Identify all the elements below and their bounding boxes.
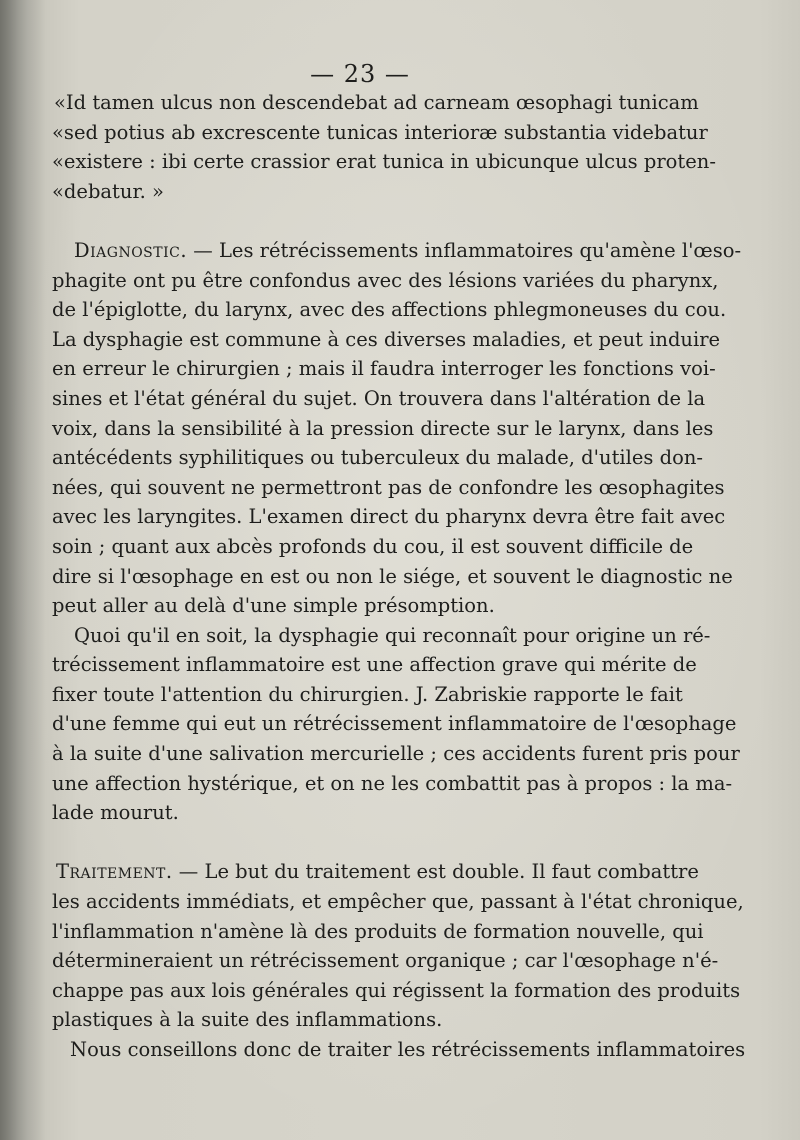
quote-line: «sed potius ab excrescente tunicas interioræ substantia videbatur xyxy=(52,120,708,144)
paragraph-line: soin ; quant aux abcès profonds du cou, il est souvent difficile de xyxy=(52,534,694,558)
quote-line: «debatur. » xyxy=(52,179,164,203)
paragraph-line: dire si l'œsophage en est ou non le siége, et souvent le diagnostic ne xyxy=(52,564,733,588)
diagnostic-first-line-text: — Les rétrécissements inflammatoires qu'amène l'œso- xyxy=(187,238,742,262)
quote-line: «Id tamen ulcus non descendebat ad carneam œsophagi tunicam xyxy=(54,91,699,114)
traitement-first-line xyxy=(52,857,699,887)
paragraph-line: en erreur le chirurgien ; mais il faudra interroger les fonctions voi- xyxy=(52,357,716,381)
paragraph-line: les accidents immédiats, et empêcher que, passant à l'état chronique, xyxy=(52,890,744,914)
diagnostic-first-line xyxy=(52,236,742,266)
gravity-paragraph xyxy=(52,621,740,828)
paragraph-line: lade mourut. xyxy=(52,801,179,825)
paragraph-gap xyxy=(52,828,682,858)
traitement-heading: Traitement. xyxy=(56,860,173,884)
paragraph-line: voix, dans la sensibilité à la pression directe sur le larynx, dans les xyxy=(52,416,714,440)
book-gutter-shadow xyxy=(0,0,46,1140)
paragraph-line: trécissement inflammatoire est une affection grave qui mérite de xyxy=(52,653,697,677)
paragraph-line: Quoi qu'il en soit, la dysphagie qui reconnaît pour origine un ré- xyxy=(74,623,711,647)
paragraph-line: La dysphagie est commune à ces diverses maladies, et peut induire xyxy=(52,327,721,351)
paragraph-gap xyxy=(52,206,682,236)
paragraph-line: phagite ont pu être confondus avec des lésions variées du pharynx, xyxy=(52,268,719,292)
page-number: — 23 — xyxy=(310,60,410,88)
traitement-paragraph xyxy=(52,857,746,1064)
paragraph-line: de l'épiglotte, du larynx, avec des affections phlegmoneuses du cou. xyxy=(52,298,727,322)
paragraph-line: une affection hystérique, et on ne les combattit pas à propos : la ma- xyxy=(52,771,733,795)
paragraph-line: nées, qui souvent ne permettront pas de confondre les œsophagites xyxy=(52,475,725,499)
paragraph-line: détermineraient un rétrécissement organique ; car l'œsophage n'é- xyxy=(52,949,719,973)
paragraph-line: fixer toute l'attention du chirurgien. J. Zabriskie rapporte le fait xyxy=(52,682,683,706)
paragraph-line: sines et l'état général du sujet. On trouvera dans l'altération de la xyxy=(52,386,706,410)
paragraph-line: l'inflammation n'amène là des produits de formation nouvelle, qui xyxy=(52,919,704,943)
paragraph-line: antécédents syphilitiques ou tuberculeux du malade, d'utiles don- xyxy=(52,446,703,470)
latin-quotation xyxy=(52,88,716,206)
body-text xyxy=(52,88,746,1065)
paragraph-line: d'une femme qui eut un rétrécissement inflammatoire de l'œsophage xyxy=(52,712,737,736)
traitement-first-line-text: — Le but du traitement est double. Il faut combattre xyxy=(172,860,699,884)
paragraph-line: Nous conseillons donc de traiter les rétrécissements inflammatoires xyxy=(70,1038,746,1061)
paragraph-line: peut aller au delà d'une simple présomption. xyxy=(52,594,495,618)
diagnostic-heading: Diagnostic. xyxy=(74,238,188,262)
quote-line: «existere : ibi certe crassior erat tunica in ubicunque ulcus proten- xyxy=(52,150,716,174)
paragraph-line: chappe pas aux lois générales qui régissent la formation des produits xyxy=(52,978,741,1002)
paragraph-line: avec les laryngites. L'examen direct du pharynx devra être fait avec xyxy=(52,505,726,529)
paragraph-line: plastiques à la suite des inflammations. xyxy=(52,1008,443,1032)
diagnostic-paragraph xyxy=(52,236,742,621)
paragraph-line: à la suite d'une salivation mercurielle ; ces accidents furent pris pour xyxy=(52,742,740,766)
